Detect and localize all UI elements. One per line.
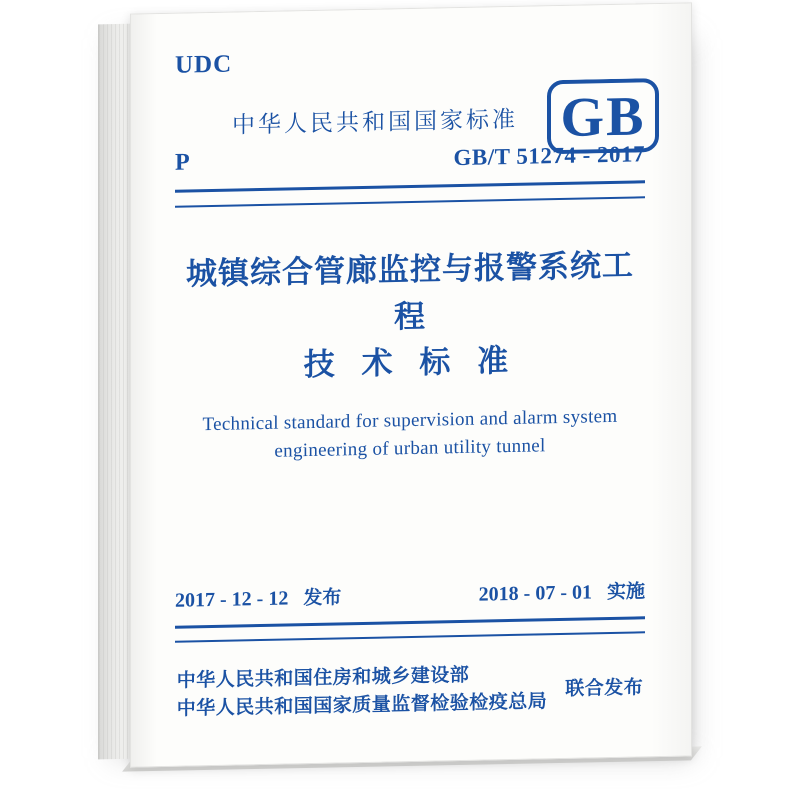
title-chinese-line2: 技 术 标 准 <box>303 342 517 384</box>
divider-bottom-thick <box>175 616 645 628</box>
book-cover-image <box>92 8 712 778</box>
title-english <box>175 402 645 468</box>
effective-date-group <box>479 576 645 606</box>
title-english-line1: Technical standard for supervision and alarm system <box>202 405 618 435</box>
udc-label: UDC <box>175 50 233 79</box>
divider-bottom-thin <box>175 631 645 642</box>
issue-date: 2017 - 12 - 12 <box>175 587 289 612</box>
dates-row <box>175 576 645 612</box>
svg-text:GB: GB <box>560 85 646 149</box>
issuer-line-2: 中华人民共和国国家质量监督检验检疫总局 <box>176 689 548 720</box>
issuers-row <box>175 658 645 723</box>
front-cover-surface <box>131 3 691 766</box>
classification-row <box>175 140 645 176</box>
national-standard-label: 中华人民共和国国家标准 <box>232 106 518 139</box>
issuer-line-1: 中华人民共和国住房和城乡建设部 <box>176 663 470 692</box>
divider-top-thin <box>175 196 645 207</box>
title-english-line2: engineering of urban utility tunnel <box>274 435 546 462</box>
divider-top-thick <box>175 180 645 192</box>
classification-mark: P <box>175 149 190 176</box>
issuer-names <box>177 660 548 723</box>
effective-date-word: 实施 <box>606 580 645 604</box>
title-block <box>175 242 645 468</box>
effective-date: 2018 - 07 - 01 <box>478 581 592 606</box>
issue-date-word: 发布 <box>303 586 342 610</box>
joint-release-label: 联合发布 <box>565 676 644 700</box>
issue-date-group <box>175 582 341 612</box>
title-chinese-line1: 城镇综合管廊监控与报警系统工程 <box>186 247 634 335</box>
front-cover <box>130 2 692 767</box>
udc-row <box>175 42 645 79</box>
standard-number: GB/T 51274 - 2017 <box>453 141 645 171</box>
title-chinese <box>175 242 645 391</box>
